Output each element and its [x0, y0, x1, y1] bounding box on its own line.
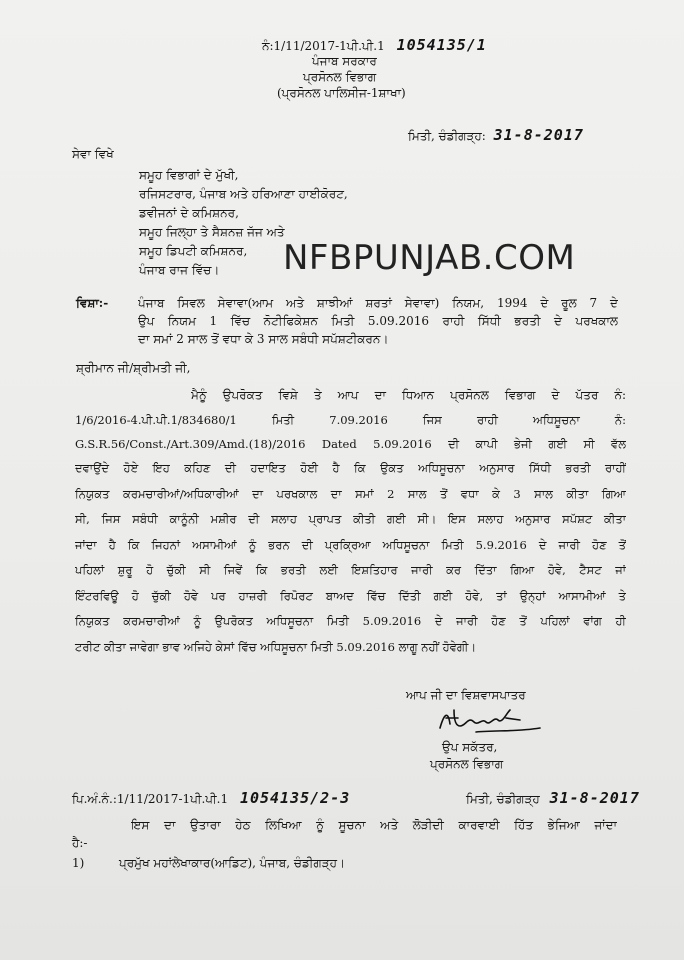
- endorsement-text: ਇਸ ਦਾ ਉਤਾਰਾ ਹੇਠ ਲਿਖਿਆ ਨੂੰ ਸੂਚਨਾ ਅਤੇ ਲੋੜੀਦੀ ਕਾਰਵਾਈ ਹਿੱਤ ਭੇਜਿਆ ਜਾਂਦਾ: [131, 818, 617, 832]
- endorsement-reference: [72, 789, 350, 807]
- signatory-designation: ਉਪ ਸਕੱਤਰ,: [442, 740, 498, 754]
- body-line: 1/6/2016-4.ਪੀ.ਪੀ.1/834680/1 ਮਿਤੀ 7.09.2016 ਜਿਸ ਰਾਹੀ ਅਧਿਸੂਚਨਾ ਨੰ:: [75, 413, 626, 427]
- endorsement-date-label: ਮਿਤੀ, ਚੰਡੀਗੜ੍ਹ: [466, 792, 540, 806]
- body-line: ਨਿਯੁਕਤ ਕਰਮਚਾਰੀਆਂ/ਅਧਿਕਾਰੀਆਂ ਦਾ ਪਰਖਕਾਲ ਦਾ ਸਮਾਂ 2 ਸਾਲ ਤੋਂ ਵਧਾ ਕੇ 3 ਸਾਲ ਕੀਤਾ ਗਿਆ: [75, 487, 626, 501]
- addressee-line: ਰਜਿਸਟਰਾਰ, ਪੰਜਾਬ ਅਤੇ ਹਰਿਆਣਾ ਹਾਈਕੋਰਟ,: [139, 187, 348, 201]
- body-line: ਟਰੀਟ ਕੀਤਾ ਜਾਵੇਗਾ ਭਾਵ ਅਜਿਹੇ ਕੇਸਾਂ ਵਿੱਚ ਅਧਿਸੂਚਨਾ ਮਿਤੀ 5.09.2016 ਲਾਗੂ ਨਹੀਂ ਹੋਵੇਗੀ।: [75, 640, 477, 654]
- salutation: ਸ਼੍ਰੀਮਾਨ ਜੀ/ਸ਼੍ਰੀਮਤੀ ਜੀ,: [76, 361, 191, 375]
- subject-line: ਪੰਜਾਬ ਸਿਵਲ ਸੇਵਾਵਾ(ਆਮ ਅਤੇ ਸ਼ਾਝੀਆਂ ਸ਼ਰਤਾਂ ਸੇਵਾਵਾ) ਨਿਯਮ, 1994 ਦੇ ਰੂਲ 7 ਦੇ: [138, 296, 618, 310]
- addressee-line: ਸਮੂਹ ਡਿਪਟੀ ਕਮਿਸ਼ਨਰ,: [139, 244, 248, 258]
- distribution-item-number: 1): [72, 856, 85, 870]
- endorsement-ref-printed: ਪਿ.ਅੰ.ਨੰ.:1/11/2017-1ਪੀ.ਪੀ.1: [72, 792, 229, 806]
- body-line: ਮੈਨੂੰ ਉਪਰੋਕਤ ਵਿਸ਼ੇ ਤੇ ਆਪ ਦਾ ਧਿਆਨ ਪ੍ਰਸੋਨਲ ਵਿਭਾਗ ਦੇ ਪੱਤਰ ਨੰ:: [191, 388, 626, 402]
- date-handwritten: 31-8-2017: [493, 126, 584, 144]
- header-government: ਪੰਜਾਬ ਸਰਕਾਰ: [312, 54, 377, 68]
- header-department: ਪ੍ਰਸੋਨਲ ਵਿਭਾਗ: [303, 70, 377, 84]
- subject-label: ਵਿਸ਼ਾ:-: [76, 296, 109, 310]
- ref-no-handwritten: 1054135/1: [396, 36, 487, 54]
- reference-number: [262, 36, 487, 54]
- endorsement-date: [466, 789, 640, 807]
- endorsement-date-handwritten: 31-8-2017: [549, 789, 640, 807]
- addressee-line: ਸਮੂਹ ਜਿਲ੍ਹਾ ਤੇ ਸੈਸ਼ਨਜ਼ ਜੱਜ ਅਤੇ: [139, 225, 285, 239]
- body-line: ਸੀ, ਜਿਸ ਸਬੰਧੀ ਕਾਨੂੰਨੀ ਮਸ਼ੀਰ ਦੀ ਸਲਾਹ ਪ੍ਰਾਪਤ ਕੀਤੀ ਗਈ ਸੀ। ਇਸ ਸਲਾਹ ਅਨੁਸਾਰ ਸਪੱਸ਼ਟ ਕੀਤਾ: [75, 512, 626, 526]
- endorsement-ref-handwritten: 1054135/2-3: [239, 789, 351, 807]
- body-line: ਨਿਯੁਕਤ ਕਰਮਚਾਰੀਆਂ ਨੂੰ ਉਪਰੋਕਤ ਅਧਿਸੂਚਨਾ ਮਿਤੀ 5.09.2016 ਦੇ ਜਾਰੀ ਹੋਣ ਤੋਂ ਪਹਿਲਾਂ ਵਾਂਗ ਹੀ: [75, 614, 626, 628]
- watermark-text: NFBPUNJAB.COM: [283, 238, 576, 278]
- distribution-item-text: ਪ੍ਰਮੁੱਖ ਮਹਾਂਲੇਖਾਕਾਰ(ਆਡਿਟ), ਪੰਜਾਬ, ਚੰਡੀਗੜ੍ਹ।: [119, 856, 346, 870]
- closing-yours: ਆਪ ਜੀ ਦਾ ਵਿਸ਼ਵਾਸਪਾਤਰ: [406, 688, 526, 702]
- body-line: ਪਹਿਲਾਂ ਸ਼ੁਰੂ ਹੋ ਚੁੱਕੀ ਸੀ ਜਿਵੇਂ ਕਿ ਭਰਤੀ ਲਈ ਇਸ਼ਤਿਹਾਰ ਜਾਰੀ ਕਰ ਦਿੱਤਾ ਗਿਆ ਹੋਵੇ, ਟੈਸਟ ਜਾਂ: [75, 563, 626, 577]
- endorsement-text-continued: ਹੈ:-: [72, 836, 88, 850]
- header-branch: (ਪ੍ਰਸੋਨਲ ਪਾਲਿਸੀਜ-1ਸ਼ਾਖਾ): [277, 86, 406, 100]
- addressee-line: ਡਵੀਜਨਾਂ ਦੇ ਕਮਿਸ਼ਨਰ,: [139, 206, 239, 220]
- addressee-line: ਸਮੂਹ ਵਿਭਾਗਾਂ ਦੇ ਮੁੱਖੀ,: [139, 168, 239, 182]
- body-line: ਇੰਟਰਵਿਊ ਹੋ ਚੁੱਕੀ ਹੋਵੇ ਪਰ ਹਾਜ਼ਰੀ ਰਿਪੋਰਟ ਬਾਅਦ ਵਿੱਚ ਦਿੱਤੀ ਗਈ ਹੋਵੇ, ਤਾਂ ਉਨ੍ਹਾਂ ਆਸਾਮੀਆਂ ਤੇ: [75, 589, 626, 603]
- body-line: ਦਵਾਉਂਦੇ ਹੋਏ ਇਹ ਕਹਿਣ ਦੀ ਹਦਾਇਤ ਹੋਈ ਹੈ ਕਿ ਉਕਤ ਅਧਿਸੂਚਨਾ ਅਨੁਸਾਰ ਸਿੱਧੀ ਭਰਤੀ ਰਾਹੀਂ: [75, 461, 626, 475]
- body-line: G.S.R.56/Const./Art.309/Amd.(18)/2016 Dated 5.09.2016 ਦੀ ਕਾਪੀ ਭੇਜੀ ਗਈ ਸੀ ਵੱਲ: [75, 437, 626, 451]
- body-line: ਜਾਂਦਾ ਹੈ ਕਿ ਜਿਹਨਾਂ ਅਸਾਮੀਆਂ ਨੂੰ ਭਰਨ ਦੀ ਪ੍ਰਕ੍ਰਿਆ ਅਧਿਸੂਚਨਾ ਮਿਤੀ 5.9.2016 ਦੇ ਜਾਰੀ ਹੋਣ ਤੋਂ: [75, 538, 626, 552]
- seva-vikhe: ਸੇਵਾ ਵਿਖੇ: [72, 147, 114, 161]
- addressee-line: ਪੰਜਾਬ ਰਾਜ ਵਿੱਚ।: [139, 263, 220, 277]
- letter-date: [408, 126, 584, 144]
- date-label: ਮਿਤੀ, ਚੰਡੀਗੜ੍ਹ:: [408, 129, 486, 143]
- signatory-department: ਪ੍ਰਸੋਨਲ ਵਿਭਾਗ: [430, 757, 504, 771]
- subject-line: ਉਪ ਨਿਯਮ 1 ਵਿੱਚ ਨੋਟੀਫਿਕੇਸ਼ਨ ਮਿਤੀ 5.09.2016 ਰਾਹੀ ਸਿੱਧੀ ਭਰਤੀ ਦੇ ਪਰਖਕਾਲ: [138, 314, 618, 328]
- subject-line: ਦਾ ਸਮਾਂ 2 ਸਾਲ ਤੋਂ ਵਧਾ ਕੇ 3 ਸਾਲ ਸਬੰਧੀ ਸਪੱਸ਼ਟੀਕਰਨ।: [138, 332, 389, 346]
- ref-no-printed: ਨੰ:1/11/2017-1ਪੀ.ਪੀ.1: [262, 39, 385, 53]
- signature: [436, 704, 556, 736]
